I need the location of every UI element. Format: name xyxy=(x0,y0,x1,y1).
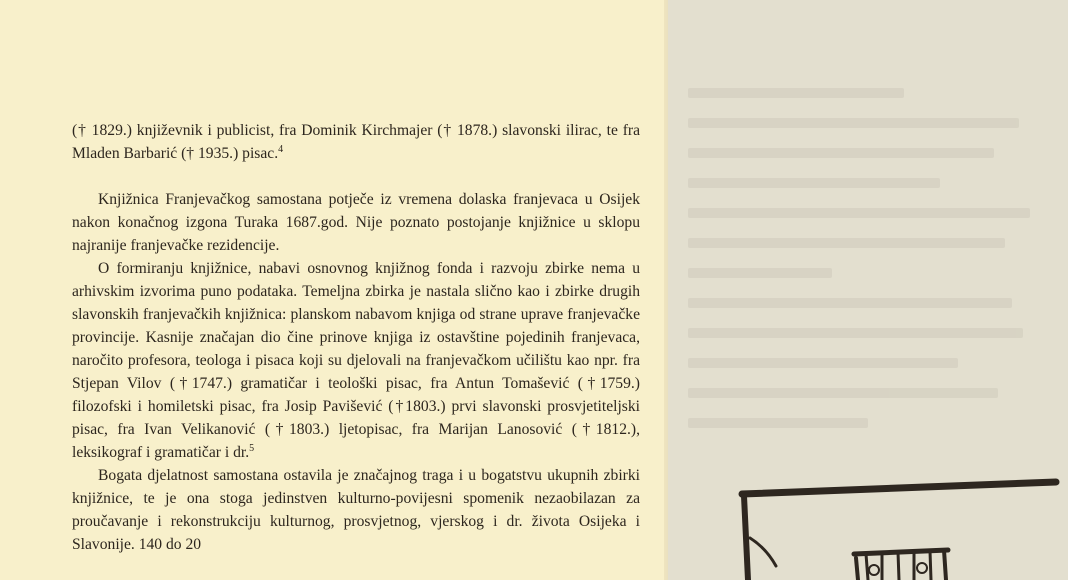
paragraph-text: Bogata djelatnost samostana ostavila je značajnog traga i u bogatstvu ukupnih zbirki knjižnice, te je ona stoga jedinstven kulturno-povijesni spomenik nezaobilazan za proučavanje i rekonstrukciju kulturnog, prosvjetnog, vjerskog i dr. života Osijeka i Slavonije. 140 do 20 xyxy=(72,467,640,553)
show-through-text xyxy=(688,88,1048,508)
paragraph xyxy=(72,257,640,464)
footnote-marker: 5 xyxy=(249,442,255,454)
footnote-marker: 4 xyxy=(278,143,284,155)
ink-illustration xyxy=(736,478,1068,580)
body-text xyxy=(72,119,640,556)
paragraph-text: († 1829.) književnik i publicist, fra Dominik Kirchmajer († 1878.) slavonski ilirac, te fra Mladen Barbarić († 1935.) pisac. xyxy=(72,122,640,162)
paragraph xyxy=(72,188,640,257)
paragraph xyxy=(72,464,640,556)
paragraph-text: O formiranju knjižnice, nabavi osnovnog knjižnog fonda i razvoju zbirke nema u arhivskim izvorima puno podataka. Temeljna zbirka je nastala slično kao i zbirke drugih slavonskih franjevačkih knjižnica: planskom nabavom knjiga od strane uprave franjevačke provincije. Kasnije značajan dio čine prinove knjiga iz ostavštine pojedinih franjevaca, naročito profesora, teologa i pisaca koji su djelovali na franjevačkom učilištu kao npr. fra Stjepan Vilov (†1747.) gramatičar i teološki pisac, fra Antun Tomašević (†1759.) filozofski i homiletski pisac, fra Josip Pavišević (†1803.) prvi slavonski prosvjetiteljski pisac, fra Ivan Velikanović (†1803.) ljetopisac, fra Marijan Lanosović (†1812.), leksikograf i gramatičar i dr. xyxy=(72,260,640,461)
paragraph-continued xyxy=(72,119,640,165)
paragraph-text: Knjižnica Franjevačkog samostana potječe iz vremena dolaska franjevaca u Osijek nakon konačnog izgona Turaka 1687.god. Nije poznato postojanje knjižnice u sklopu najranije franjevačke rezidencije. xyxy=(72,191,640,254)
